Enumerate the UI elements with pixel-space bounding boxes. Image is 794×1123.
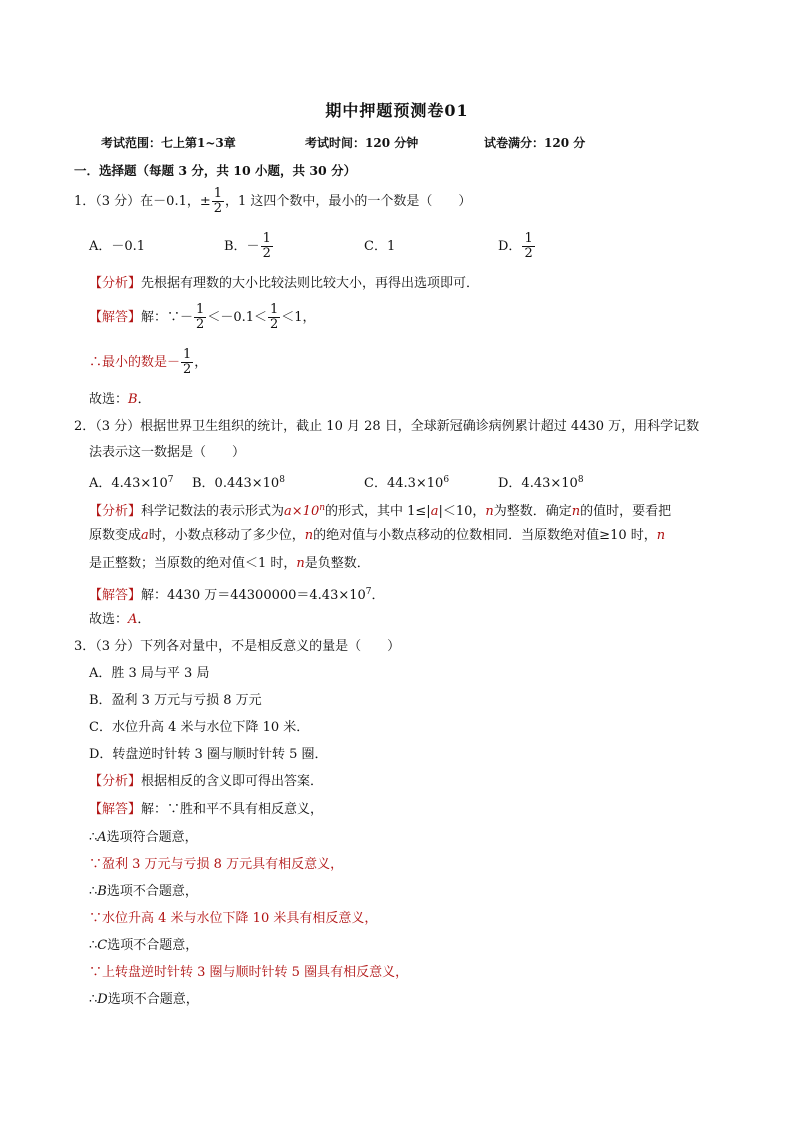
step-letter: B	[97, 884, 107, 899]
frac-den: 2	[213, 201, 223, 216]
exam-time: 考试时间：120 分钟	[305, 136, 419, 150]
q3-answer	[89, 801, 323, 819]
q2-analysis-form-exp: n	[319, 503, 326, 513]
q2-option-b-exp: 8	[279, 475, 285, 485]
frac-num: 1	[213, 186, 223, 201]
choose-letter: A	[128, 612, 138, 627]
page-title: 期中押题预测卷01	[325, 101, 469, 120]
analysis-tag: 【分析】	[89, 774, 142, 789]
var-n: n	[656, 528, 666, 543]
q2-option-d-base: D．4.43×10	[498, 476, 578, 491]
choose-end: ．	[137, 612, 151, 627]
q2-analysis-1c: |＜10，	[438, 504, 486, 519]
q3-analysis-text: 根据相反的含义即可得出答案．	[141, 774, 324, 789]
q1-stem	[74, 184, 471, 220]
q2-analysis-2b: 时，小数点移动了多少位，	[148, 528, 305, 543]
q1-option-b-frac	[261, 232, 273, 261]
q3-stem: 3．（3 分）下列各对量中，不是相反意义的量是（ ）	[74, 639, 401, 654]
exam-score: 试卷满分：120 分	[484, 136, 586, 150]
frac-den: 2	[183, 362, 192, 377]
q3-step	[89, 856, 343, 874]
q2-option-d-exp: 8	[577, 475, 584, 485]
choose-letter: B	[128, 392, 138, 407]
var-n: n	[304, 528, 314, 543]
step-text: 选项不合题意，	[107, 992, 199, 1007]
step-text: 水位升高 4 米与水位下降 10 米具有相反意义，	[102, 911, 378, 926]
step-text: 盈利 3 万元与亏损 8 万元具有相反意义，	[102, 857, 344, 872]
step-symbol: ∵	[89, 857, 103, 872]
step-text: 选项不合题意，	[107, 938, 199, 953]
exam-range: 考试范围：七上第1~3章	[101, 136, 236, 150]
q1-option-a: A．－0.1	[89, 239, 146, 254]
q1-choose	[89, 391, 151, 409]
answer-tag: 【解答】	[89, 310, 142, 325]
q3-analysis	[89, 773, 323, 791]
q2-answer-text: 解：4430 万＝44300000＝4.43×10	[141, 588, 366, 603]
step-letter: D	[97, 992, 108, 1007]
q2-answer	[89, 583, 385, 605]
step-text: 选项不合题意，	[106, 884, 198, 899]
q1-option-d-frac	[522, 232, 534, 261]
q2-analysis-3b: 是负整数．	[304, 556, 370, 571]
choose-label: 故选：	[89, 612, 129, 627]
q2-analysis-line1	[89, 499, 671, 521]
step-letter: A	[97, 830, 107, 845]
q1-option-d	[498, 229, 536, 265]
q2-option-d	[498, 471, 584, 493]
var-a: a	[430, 504, 439, 519]
frac-den: 2	[524, 246, 533, 261]
q1-analysis	[89, 275, 479, 293]
q2-option-c-base: C．44.3×10	[364, 476, 444, 491]
q3-option-c: C．水位升高 4 米与水位下降 10 米．	[89, 720, 310, 735]
q2-analysis-form: a×10	[284, 504, 320, 519]
q2-analysis-1d: 为整数．确定	[493, 504, 572, 519]
q2-stem-line2: 法表示这一数据是（ ）	[89, 445, 246, 460]
q1-answer-frac-1	[194, 303, 206, 332]
q2-option-a-base: A．4.43×10	[89, 476, 168, 491]
q1-answer-b: ＜－0.1＜	[207, 310, 267, 325]
q3-option-b: B．盈利 3 万元与亏损 8 万元	[89, 693, 262, 708]
q2-answer-end: ．	[371, 588, 385, 603]
q1-answer	[89, 300, 316, 336]
analysis-tag: 【分析】	[89, 504, 142, 519]
frac-num: 1	[183, 347, 192, 362]
q3-step	[89, 910, 377, 928]
q1-option-b-prefix: B．－	[224, 239, 260, 254]
step-symbol: ∴	[89, 992, 98, 1007]
q3-step	[89, 829, 198, 847]
q3-step	[89, 991, 199, 1009]
frac-den: 2	[270, 317, 279, 332]
q2-choose	[89, 611, 150, 629]
q2-answer-exp: 7	[365, 587, 372, 597]
q1-conclusion-frac	[181, 348, 193, 377]
q2-analysis-3a: 是正整数；当原数的绝对值＜1 时，	[89, 556, 297, 571]
q2-analysis-line2	[89, 527, 665, 545]
frac-num: 1	[262, 231, 271, 246]
q3-step	[89, 883, 198, 901]
frac-den: 2	[196, 317, 205, 332]
q1-conclusion-a: ∴最小的数是－	[89, 355, 181, 370]
var-n: n	[296, 556, 305, 571]
q2-analysis-1a: 科学记数法的表示形式为	[141, 504, 285, 519]
q1-option-d-prefix: D．	[498, 239, 522, 254]
q3-option-d: D．转盘逆时针转 3 圈与顺时针转 5 圈．	[89, 747, 328, 762]
step-symbol: ∵	[89, 965, 103, 980]
q2-option-b-base: B．0.443×10	[192, 476, 280, 491]
q2-option-c-exp: 6	[443, 475, 450, 485]
q1-option-b	[224, 229, 274, 265]
q1-frac-half	[212, 187, 224, 216]
q2-analysis-1e: 的值时，要看把	[580, 504, 672, 519]
step-letter: C	[97, 938, 108, 953]
q3-step	[89, 937, 198, 955]
q1-answer-frac-2	[268, 303, 280, 332]
var-a: a	[141, 528, 149, 543]
q1-answer-a: 解：∵－	[141, 310, 194, 325]
q2-option-a-exp: 7	[167, 475, 174, 485]
q1-conclusion	[89, 345, 207, 381]
q2-analysis-1b: 的形式，其中 1≤|	[325, 504, 431, 519]
q1-stem-b: ，1 这四个数中，最小的一个数是（ ）	[225, 194, 472, 209]
q2-analysis-line3	[89, 555, 370, 573]
q2-option-a	[89, 471, 174, 493]
frac-num: 1	[270, 302, 279, 317]
q2-analysis-2c: 的绝对值与小数点移动的位数相同．当原数绝对值≥10 时，	[313, 528, 657, 543]
var-n: n	[485, 504, 494, 519]
q1-conclusion-b: ，	[194, 355, 208, 370]
q3-step	[89, 964, 408, 982]
frac-num: 1	[196, 302, 205, 317]
step-symbol: ∴	[89, 830, 98, 845]
step-symbol: ∵	[89, 911, 103, 926]
step-text: 选项符合题意，	[106, 830, 198, 845]
q3-answer-text: 解：∵胜和平不具有相反意义，	[141, 802, 324, 817]
choose-end: ．	[137, 392, 151, 407]
q2-option-c	[364, 471, 449, 493]
answer-tag: 【解答】	[89, 802, 142, 817]
answer-tag: 【解答】	[89, 588, 142, 603]
q3-option-a: A．胜 3 局与平 3 局	[89, 666, 210, 681]
step-symbol: ∴	[89, 938, 98, 953]
step-symbol: ∴	[89, 884, 98, 899]
q2-stem-line1: 2．（3 分）根据世界卫生组织的统计，截止 10 月 28 日，全球新冠确诊病例累计超过 4430 万，用科学记数	[74, 419, 700, 434]
q1-analysis-text: 先根据有理数的大小比较法则比较大小，再得出选项即可．	[141, 276, 480, 291]
frac-num: 1	[524, 231, 533, 246]
q1-stem-a: 1．（3 分）在－0.1，±	[74, 194, 211, 209]
q2-analysis-2a: 原数变成	[89, 528, 142, 543]
section-title: 一．选择题（每题 3 分，共 10 小题，共 30 分）	[74, 163, 357, 178]
analysis-tag: 【分析】	[89, 276, 142, 291]
q1-answer-c: ＜1，	[281, 310, 316, 325]
q2-option-b	[192, 471, 285, 493]
choose-label: 故选：	[89, 392, 129, 407]
q1-option-c: C．1	[364, 239, 396, 254]
frac-den: 2	[262, 246, 271, 261]
step-text: 上转盘逆时针转 3 圈与顺时针转 5 圈具有相反意义，	[102, 965, 409, 980]
var-n: n	[571, 504, 581, 519]
